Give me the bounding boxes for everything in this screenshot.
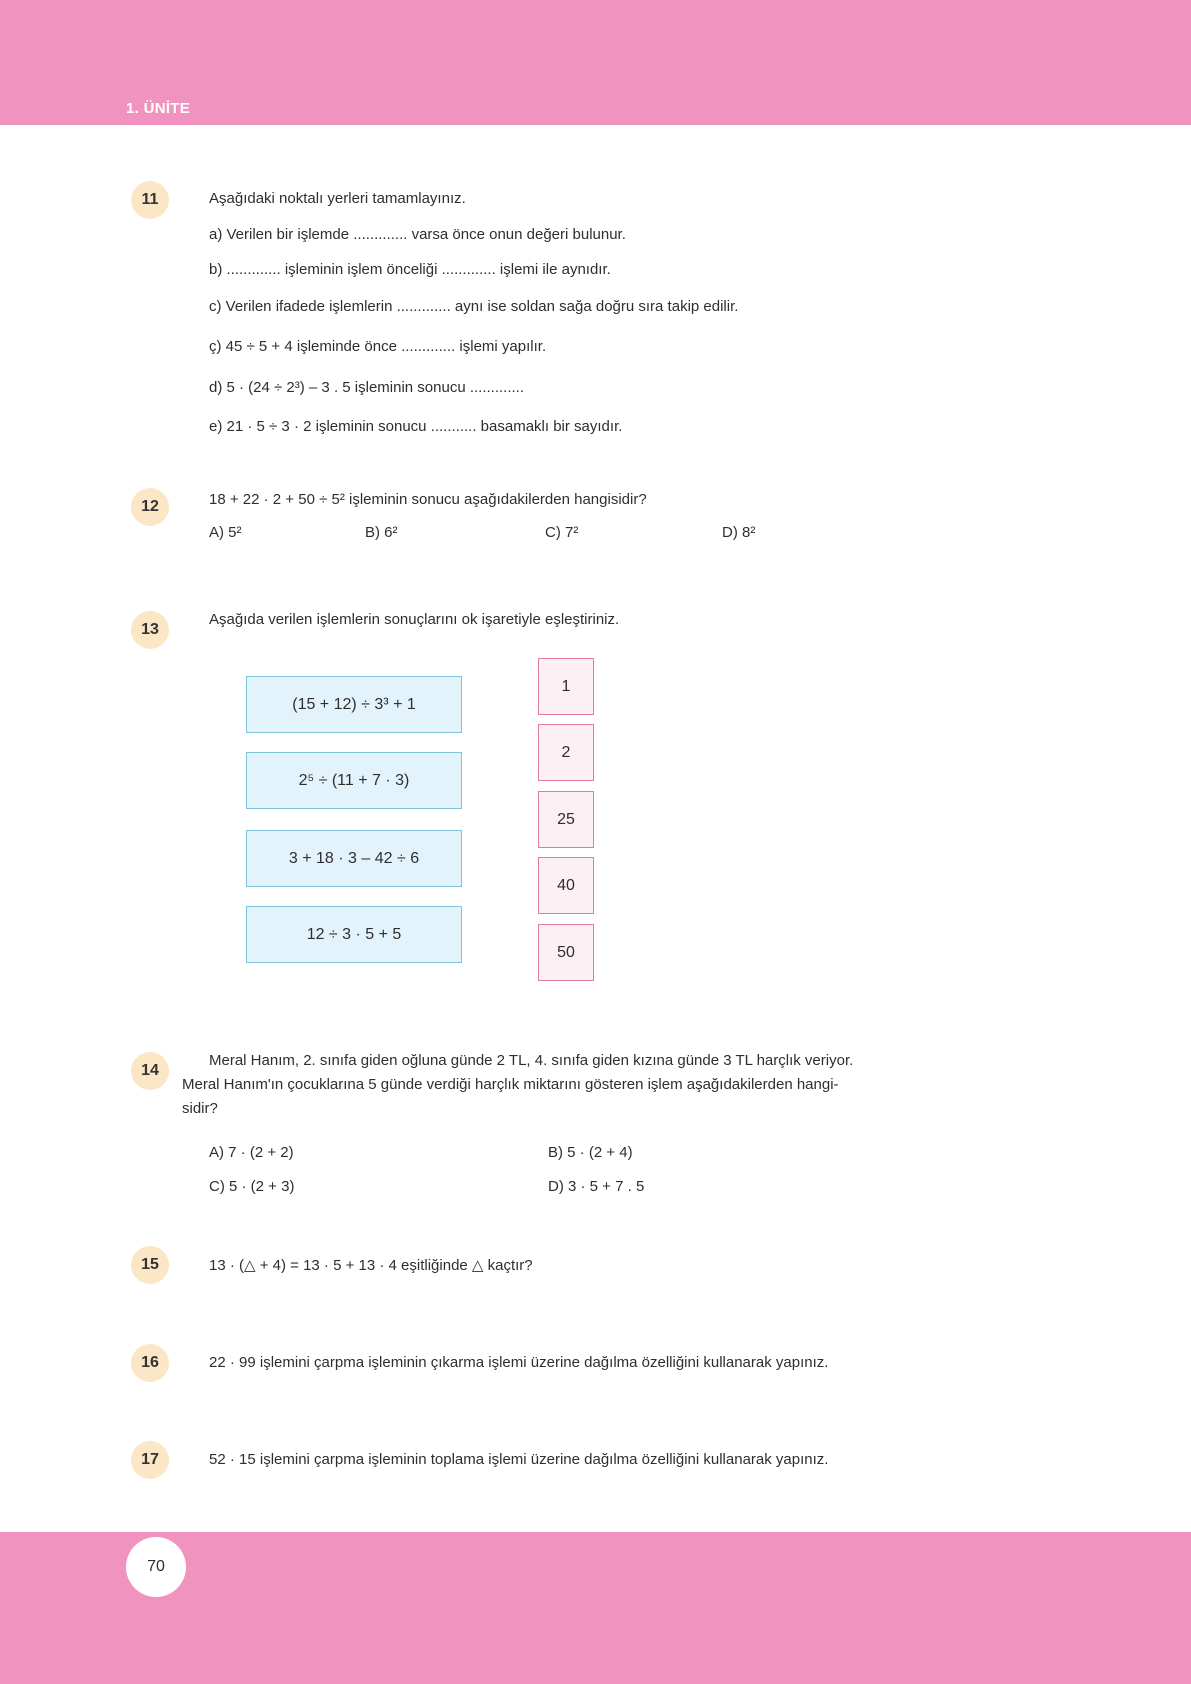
q14-line-1: Meral Hanım, 2. sınıfa giden oğluna günde 2 TL, 4. sınıfa giden kızına günde 3 TL harçlık veriyor. (209, 1052, 854, 1069)
result-box: 40 (538, 857, 594, 914)
unit-title: 1. ÜNİTE (126, 100, 191, 117)
question-number-15: 15 (131, 1246, 169, 1284)
question-number-12: 12 (131, 488, 169, 526)
q16-text: 22 · 99 işlemini çarpma işleminin çıkarma işlemi üzerine dağılma özelliğini kullanarak yapınız. (209, 1354, 829, 1371)
q14-option-d: D) 3 · 5 + 7 . 5 (548, 1178, 645, 1195)
q11-item-a: a) Verilen bir işlemde ............. varsa önce onun değeri bulunur. (209, 226, 626, 243)
q17-text: 52 · 15 işlemini çarpma işleminin toplama işlemi üzerine dağılma özelliğini kullanarak yapınız. (209, 1451, 829, 1468)
result-box: 2 (538, 724, 594, 781)
result-box: 1 (538, 658, 594, 715)
q11-title: Aşağıdaki noktalı yerleri tamamlayınız. (209, 190, 466, 207)
result-box: 25 (538, 791, 594, 848)
question-number-16: 16 (131, 1344, 169, 1382)
q12-option-a: A) 5² (209, 524, 242, 541)
q11-item-d: d) 5 · (24 ÷ 2³) – 3 . 5 işleminin sonucu ............. (209, 379, 525, 396)
page-number: 70 (126, 1537, 186, 1597)
q11-item-c-cedilla: ç) 45 ÷ 5 + 4 işleminde önce ............. işlemi yapılır. (209, 338, 547, 355)
q11-item-e: e) 21 · 5 ÷ 3 · 2 işleminin sonucu ........... basamaklı bir sayıdır. (209, 418, 623, 435)
q12-option-d: D) 8² (722, 524, 756, 541)
question-number-11: 11 (131, 181, 169, 219)
q12-text: 18 + 22 · 2 + 50 ÷ 5² işleminin sonucu aşağıdakilerden hangisidir? (209, 491, 647, 508)
expression-box: 2⁵ ÷ (11 + 7 · 3) (246, 752, 462, 809)
expression-box: 12 ÷ 3 · 5 + 5 (246, 906, 462, 963)
q14-option-a: A) 7 · (2 + 2) (209, 1144, 294, 1161)
question-number-13: 13 (131, 611, 169, 649)
q11-item-b: b) ............. işleminin işlem önceliği ............. işlemi ile aynıdır. (209, 261, 611, 278)
q14-line-3: sidir? (182, 1100, 218, 1117)
question-number-14: 14 (131, 1052, 169, 1090)
q14-line-2: Meral Hanım'ın çocuklarına 5 günde verdiği harçlık miktarını gösteren işlem aşağıdakilerden hangi- (182, 1076, 839, 1093)
q13-text: Aşağıda verilen işlemlerin sonuçlarını ok işaretiyle eşleştiriniz. (209, 611, 620, 628)
q12-option-b: B) 6² (365, 524, 398, 541)
expression-box: (15 + 12) ÷ 3³ + 1 (246, 676, 462, 733)
q12-option-c: C) 7² (545, 524, 579, 541)
result-box: 50 (538, 924, 594, 981)
q14-option-c: C) 5 · (2 + 3) (209, 1178, 295, 1195)
q14-option-b: B) 5 · (2 + 4) (548, 1144, 633, 1161)
q11-item-c: c) Verilen ifadede işlemlerin ............. aynı ise soldan sağa doğru sıra takip edilir. (209, 298, 739, 315)
expression-box: 3 + 18 · 3 – 42 ÷ 6 (246, 830, 462, 887)
question-number-17: 17 (131, 1441, 169, 1479)
q15-text: 13 · (△ + 4) = 13 · 5 + 13 · 4 eşitliğinde △ kaçtır? (209, 1257, 533, 1274)
